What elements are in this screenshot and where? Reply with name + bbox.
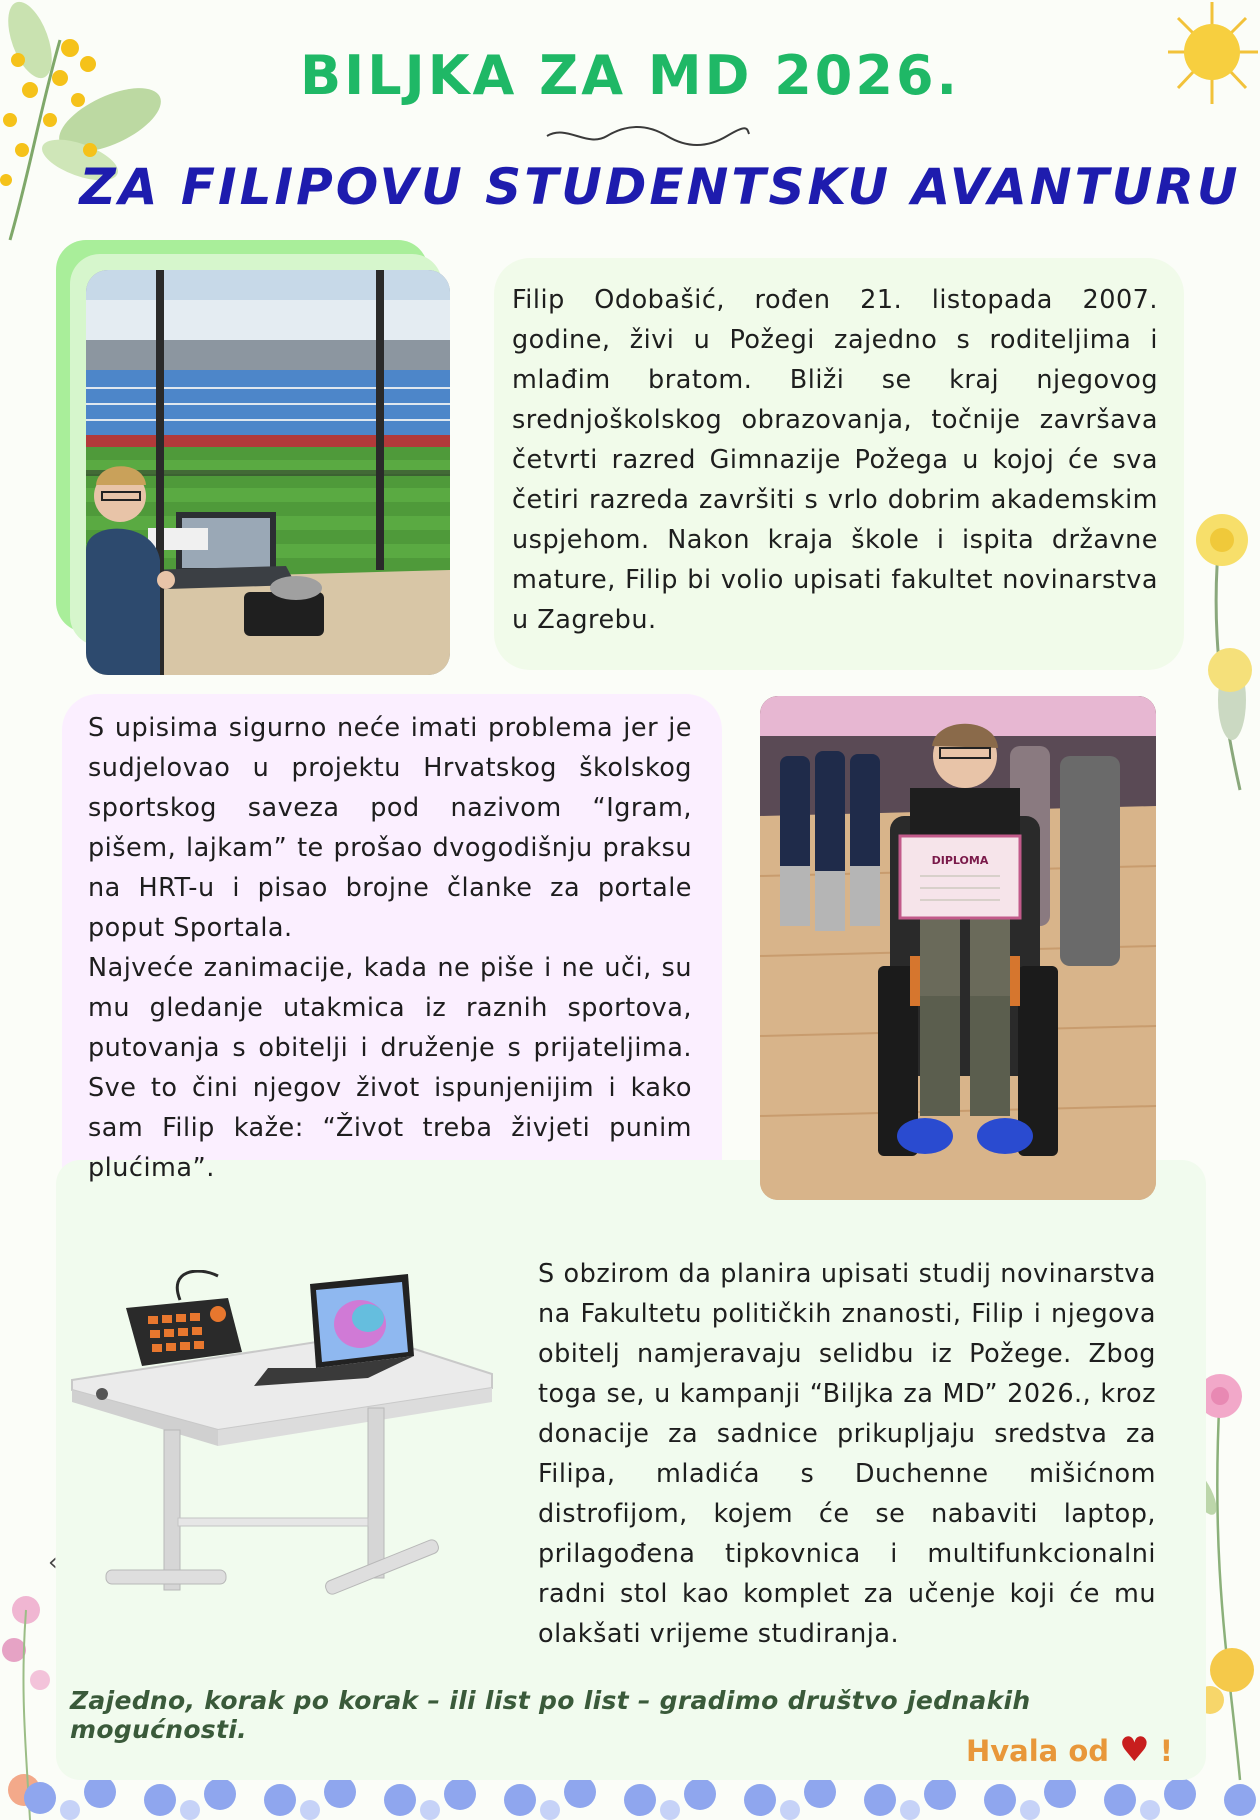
photo-stadium-press-box [86,270,450,675]
thanks-text: Hvala od [966,1734,1110,1768]
chevron-left-icon[interactable]: ‹ [48,1548,58,1576]
activities-paragraphs [88,708,692,1188]
thanks-signature [966,1730,1173,1770]
squiggle-divider [545,124,751,148]
intro-text: Filip Odobašić, rođen 21. listopada 2007. godine, živi u Požegi zajedno s roditeljima i mlađim bratom. Bliži se kraj njegovog srednjoškolskog obrazovanja, točnije završava četvrti razred Gimnazije Požega u kojoj će sva četiri razreda završiti s vrlo dobrim akademskim uspjehom. Nakon kraja škole i ispita državne mature, Filip bi volio upisati fakultet novinarstva u Zagrebu. [512,285,1158,635]
heart-icon: ♥ [1119,1730,1150,1770]
campaign-paragraph [538,1254,1156,1654]
page-title: BILJKA ZA MD 2026. [299,44,961,107]
campaign-text: S obzirom da planira upisati studij novinarstva na Fakultetu političkih znanosti, Filip i njegova obitelj namjeravaju selidbu iz Požege. Zbog toga se, u kampanji “Biljka za MD” 2026., kroz donacije za sadnice prikupljaju sredstva za Filipa, mladića s Duchenne mišićnom distrofijom, kojem će se nabaviti laptop, prilagođena tipkovnica i multifunkcionalni radni stol kao komplet za učenje koji će mu olakšati vrijeme studiranja. [538,1259,1156,1649]
thanks-exclamation: ! [1159,1734,1173,1768]
activities-text: S upisima sigurno neće imati problema jer je sudjelovao u projektu Hrvatskog školskog sportskog saveza pod nazivom “Igram, pišem, lajkam” te prošao dvogodišnju praksu na HRT-u i pisao brojne članke za portale poput Sportala. [88,713,692,943]
closing-motto: Zajedno, korak po korak – ili list po list – gradimo društvo jednakih mogućnosti. [70,1686,1031,1744]
desk-laptop-keyboard-illustration [68,1270,498,1630]
interests-text: Najveće zanimacije, kada ne piše i ne uči, su mu gledanje utakmica iz raznih sportova, putovanja s obitelji i druženje s prijateljima. Sve to čini njegov život ispunjenijim i kako sam Filip kaže: “Život treba živjeti punim plućima”. [88,953,692,1183]
photo-diploma-ceremony [760,696,1156,1200]
intro-paragraph [512,280,1158,640]
diploma-title: DIPLOMA [931,854,989,867]
page-subtitle: ZA FILIPOVU STUDENTSKU AVANTURU [79,158,1241,216]
